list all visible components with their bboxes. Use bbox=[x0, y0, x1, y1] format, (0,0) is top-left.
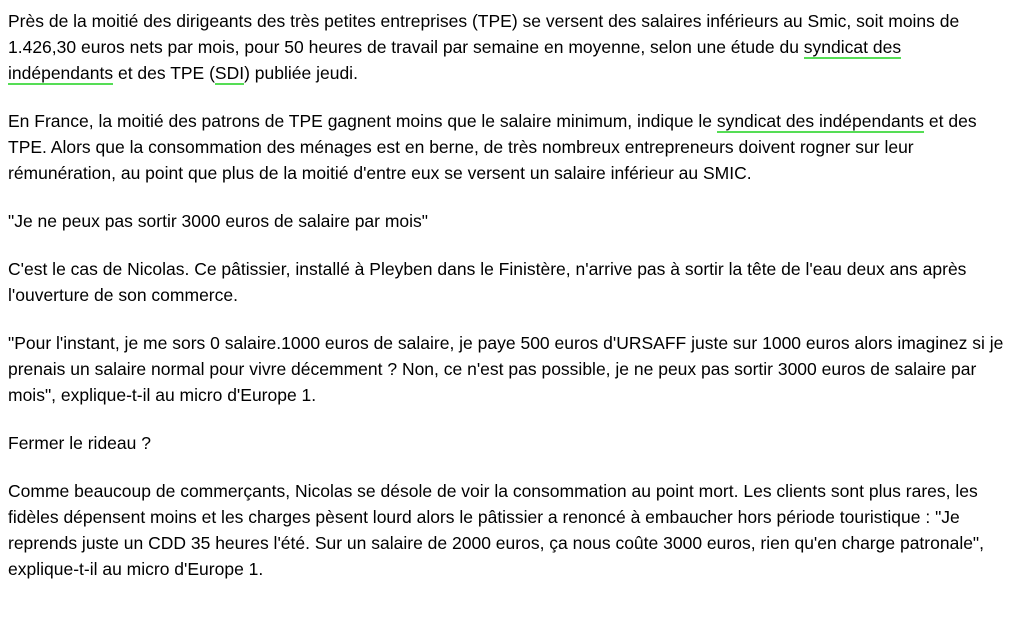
paragraph-text: "Pour l'instant, je me sors 0 salaire.1000 euros de salaire, je paye 500 euros d'URSAFF juste sur 1000 euros alors imaginez si je prenais un salaire normal pour vivre décemment ? Non, ce n'est pas possible, je ne peux pas sortir 3000 euros de salaire par mois", explique-t-il au micro d'Europe 1. bbox=[8, 333, 1004, 405]
paragraph-text: et des TPE. Alors que la consommation des ménages est en berne, de très nombreux entrepreneurs doivent rogner sur leur rémunération, au point que plus de la moitié d'entre eux se versent un salaire inférieur au SMIC. bbox=[8, 111, 977, 183]
paragraph-subtitle-1 bbox=[8, 208, 1004, 234]
paragraph-text: et des TPE ( bbox=[113, 63, 215, 83]
inline-link[interactable]: syndicat des indépendants bbox=[716, 111, 925, 131]
paragraph-france bbox=[8, 108, 1004, 186]
paragraph-text: Près de la moitié des dirigeants des très petites entreprises (TPE) se versent des salaires inférieurs au Smic, soit moins de 1.426,30 euros nets par mois, pour 50 heures de travail par semaine en moyenne, selon une étude du bbox=[8, 11, 960, 57]
paragraph-text: ) publiée jeudi. bbox=[244, 63, 358, 83]
inline-link[interactable]: syndicat des indépendants bbox=[8, 37, 902, 83]
paragraph-text: C'est le cas de Nicolas. Ce pâtissier, installé à Pleyben dans le Finistère, n'arrive pas à sortir la tête de l'eau deux ans après l'ouverture de son commerce. bbox=[8, 259, 967, 305]
paragraph-text: "Je ne peux pas sortir 3000 euros de salaire par mois" bbox=[8, 211, 429, 231]
paragraph-quote-1 bbox=[8, 330, 1004, 408]
paragraph-closing bbox=[8, 478, 1004, 582]
inline-link[interactable]: SDI bbox=[214, 63, 245, 83]
paragraph-nicolas bbox=[8, 256, 1004, 308]
paragraph-text: Fermer le rideau ? bbox=[8, 433, 151, 453]
paragraph-intro bbox=[8, 8, 1004, 86]
paragraph-text: Comme beaucoup de commerçants, Nicolas se désole de voir la consommation au point mort. Les clients sont plus rares, les fidèles dépensent moins et les charges pèsent lourd alors le pâtissier a renoncé à embaucher hors période touristique : "Je reprends juste un CDD 35 heures l'été. Sur un salaire de 2000 euros, ça nous coûte 3000 euros, rien qu'en charge patronale", explique-t-il au micro d'Europe 1. bbox=[8, 481, 985, 579]
paragraph-text: En France, la moitié des patrons de TPE gagnent moins que le salaire minimum, indique le bbox=[8, 111, 717, 131]
paragraph-subtitle-2 bbox=[8, 430, 1004, 456]
